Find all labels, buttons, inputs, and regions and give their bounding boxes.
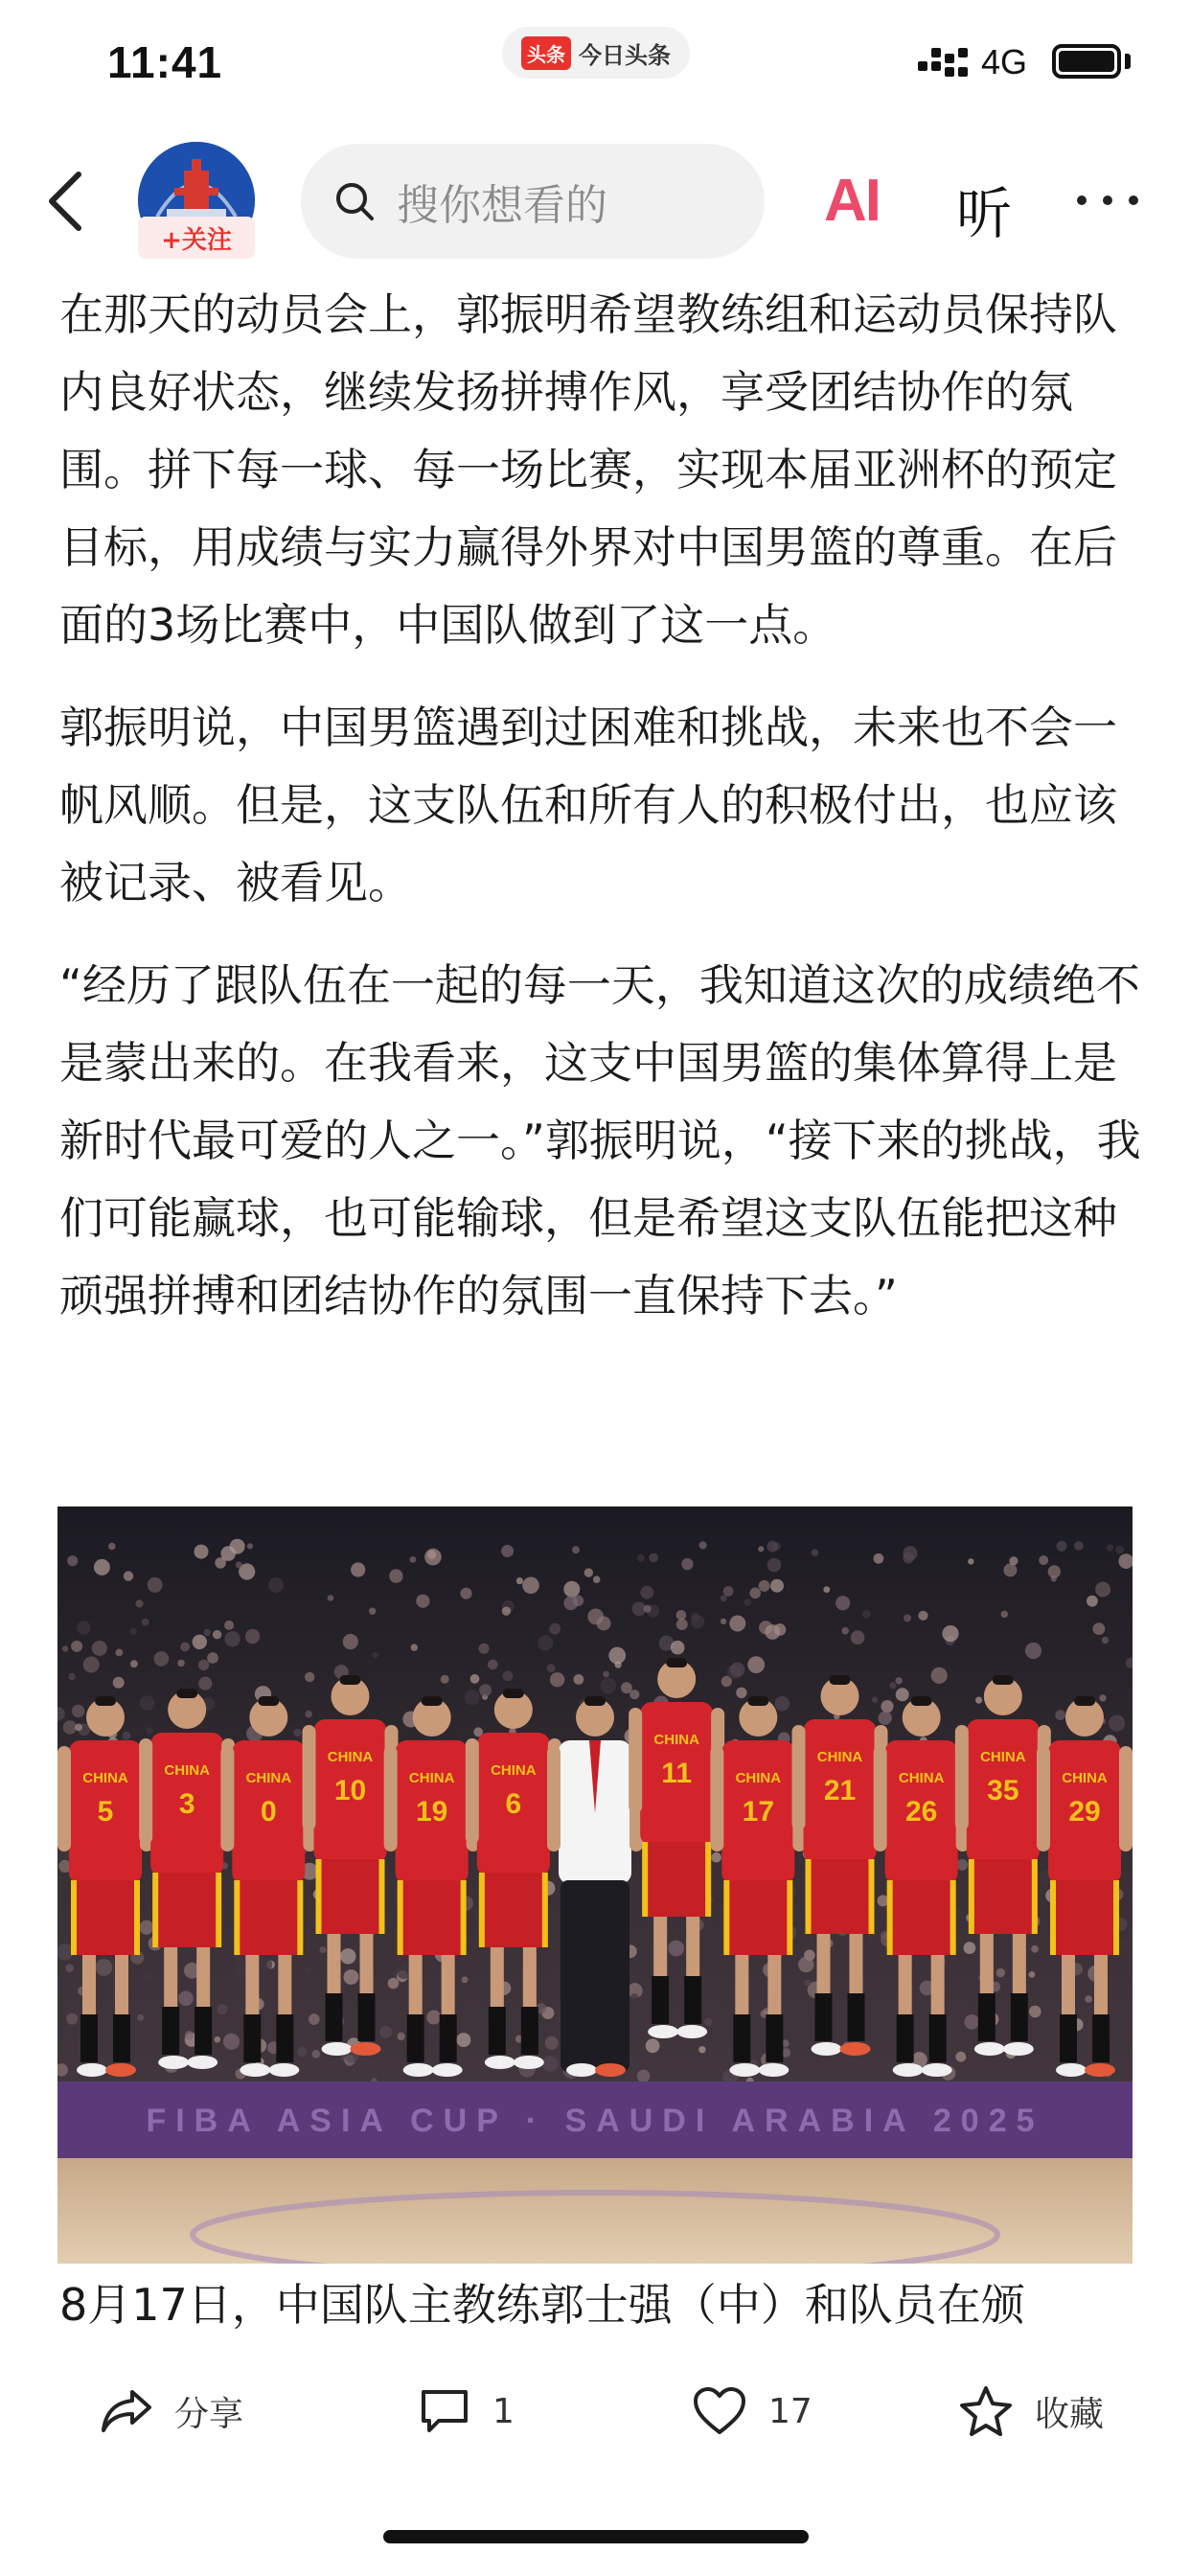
like-count: 17 (768, 2391, 812, 2431)
photo-caption: 8月17日，中国队主教练郭士强（中）和队员在颁 (59, 2279, 1025, 2331)
jersey-text: CHINA (491, 1762, 537, 1779)
jersey-number: 17 (742, 1796, 775, 1828)
nav-bar (0, 134, 1190, 268)
comment-icon (418, 2386, 471, 2436)
comment-count: 1 (492, 2391, 515, 2431)
jersey-text: CHINA (327, 1749, 374, 1765)
follow-button[interactable]: +关注 (138, 217, 255, 259)
jersey-text: CHINA (408, 1770, 455, 1786)
court-banner-text: FIBA ASIA CUP · SAUDI ARABIA 2025 (146, 2103, 1044, 2139)
article-paragraph: 在那天的动员会上，郭振明希望教练组和运动员保持队内良好状态，继续发扬拼搏作风，享受团结协作的氛围。拼下每一球、每一场比赛，实现本届亚洲杯的预定目标，用成绩与实力赢得外界对中国男篮的尊重。在后面的3场比赛中，中国队做到了这一点。 (59, 288, 1117, 651)
star-icon (958, 2384, 1014, 2438)
signal-icon (918, 48, 970, 80)
jersey-number: 11 (661, 1758, 693, 1789)
comment-button[interactable] (418, 2382, 515, 2440)
chevron-left-icon (46, 171, 84, 232)
jersey-number: 6 (505, 1788, 522, 1820)
battery-icon (1052, 44, 1121, 79)
favorite-label: 收藏 (1035, 2394, 1105, 2434)
battery-tip (1125, 54, 1131, 69)
listen-button[interactable]: 听 (956, 181, 1013, 246)
share-button[interactable] (100, 2382, 243, 2440)
jersey-text: CHINA (1062, 1770, 1108, 1786)
jersey-text: CHINA (653, 1732, 699, 1748)
jersey-text: CHINA (245, 1770, 292, 1786)
app-source-pill[interactable] (502, 27, 690, 79)
jersey-text: CHINA (898, 1770, 945, 1786)
more-icon[interactable] (1077, 196, 1138, 207)
app-name: 今日头条 (579, 41, 671, 69)
like-button[interactable] (692, 2382, 812, 2440)
jersey-number: 10 (333, 1775, 367, 1806)
app-logo-badge: 头条 (521, 36, 571, 70)
jersey-number: 21 (823, 1775, 857, 1806)
jersey-number: 26 (904, 1796, 938, 1828)
jersey-number: 29 (1068, 1796, 1101, 1828)
search-icon (333, 180, 376, 222)
back-button[interactable] (46, 163, 103, 240)
jersey-number: 5 (97, 1796, 114, 1828)
search-input[interactable] (301, 144, 765, 259)
home-indicator (383, 2530, 809, 2543)
jersey-number: 35 (987, 1775, 1019, 1806)
jersey-number: 0 (260, 1796, 277, 1828)
share-icon (100, 2386, 153, 2436)
share-label: 分享 (174, 2394, 244, 2434)
article-body (59, 276, 1142, 1360)
team-photo[interactable] (57, 1506, 1133, 2264)
jersey-text: CHINA (816, 1749, 863, 1765)
jersey-number: 19 (415, 1796, 448, 1828)
jersey-text: CHINA (164, 1762, 210, 1779)
heart-icon (692, 2386, 747, 2436)
team-photo-illustration (57, 1506, 1133, 2264)
article-paragraph: 郭振明说，中国男篮遇到过困难和挑战，未来也不会一帆风顺。但是，这支队伍和所有人的积极付出，也应该被记录、被看见。 (59, 702, 1117, 908)
jersey-text: CHINA (735, 1770, 782, 1786)
article-paragraph: “经历了跟队伍在一起的每一天，我知道这次的成绩绝不是蒙出来的。在我看来，这支中国男篮的集体算得上是新时代最可爱的人之一。”郭振明说，“接下来的挑战，我们可能赢球，也可能输球，但是希望这支队伍能把这种顽强拼搏和团结协作的氛围一直保持下去。” (59, 959, 1141, 1322)
jersey-text: CHINA (980, 1749, 1026, 1765)
jersey-text: CHINA (82, 1770, 128, 1786)
bottom-action-bar (0, 2361, 1190, 2457)
network-type: 4G (981, 42, 1028, 81)
jersey-number: 3 (178, 1788, 195, 1820)
search-placeholder: 搜你想看的 (397, 181, 607, 230)
ai-button[interactable]: AI (824, 168, 880, 234)
favorite-button[interactable] (958, 2382, 1104, 2440)
status-time: 11:41 (107, 37, 223, 87)
status-bar (0, 0, 1190, 125)
coach-figure (547, 1696, 643, 2077)
